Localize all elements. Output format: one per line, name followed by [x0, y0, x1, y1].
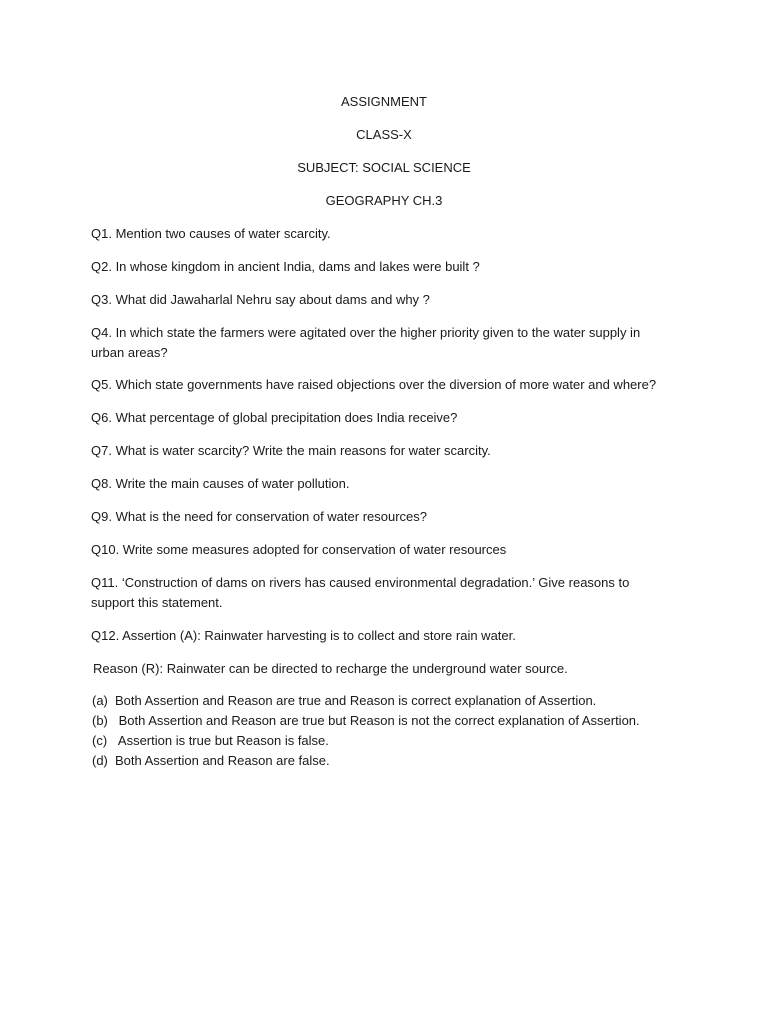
- question-12: Q12. Assertion (A): Rainwater harvesting is to collect and store rain water.: [91, 628, 516, 643]
- assignment-title: ASSIGNMENT: [341, 94, 427, 109]
- option-d-tag: (d): [92, 753, 108, 768]
- question-6: Q6. What percentage of global precipitation does India receive?: [91, 410, 458, 425]
- option-d-text: Both Assertion and Reason are false.: [115, 753, 330, 768]
- option-a-tag: (a): [92, 693, 108, 708]
- question-7: Q7. What is water scarcity? Write the main reasons for water scarcity.: [91, 443, 491, 458]
- question-2: Q2. In whose kingdom in ancient India, dams and lakes were built ?: [91, 259, 480, 274]
- question-11: Q11. ‘Construction of dams on rivers has caused environmental degradation.’ Give reasons to support this statement.: [91, 575, 630, 610]
- class-heading: CLASS-X: [356, 127, 412, 142]
- question-5: Q5. Which state governments have raised objections over the diversion of more water and where?: [91, 377, 657, 392]
- option-b-tag: (b): [92, 713, 108, 728]
- option-b-text: Both Assertion and Reason are true but Reason is not the correct explanation of Assertion.: [115, 713, 640, 728]
- option-b: [92, 711, 692, 731]
- option-d: [92, 751, 692, 771]
- question-4: Q4. In which state the farmers were agitated over the higher priority given to the water supply in urban areas?: [91, 325, 641, 360]
- option-a-text: Both Assertion and Reason are true and Reason is correct explanation of Assertion.: [115, 693, 597, 708]
- question-10: Q10. Write some measures adopted for conservation of water resources: [91, 542, 507, 557]
- option-a: [92, 691, 692, 711]
- question-8: Q8. Write the main causes of water pollution.: [91, 476, 350, 491]
- question-9: Q9. What is the need for conservation of water resources?: [91, 509, 428, 524]
- option-c-text: Assertion is true but Reason is false.: [115, 733, 329, 748]
- question-3: Q3. What did Jawaharlal Nehru say about dams and why ?: [91, 292, 430, 307]
- chapter-heading: GEOGRAPHY CH.3: [325, 193, 443, 208]
- option-c-tag: (c): [92, 733, 108, 748]
- question-1: Q1. Mention two causes of water scarcity.: [91, 226, 331, 241]
- reason-statement: Reason (R): Rainwater can be directed to recharge the underground water source.: [93, 661, 568, 676]
- option-c: [92, 731, 692, 751]
- subject-heading: SUBJECT: SOCIAL SCIENCE: [297, 160, 471, 175]
